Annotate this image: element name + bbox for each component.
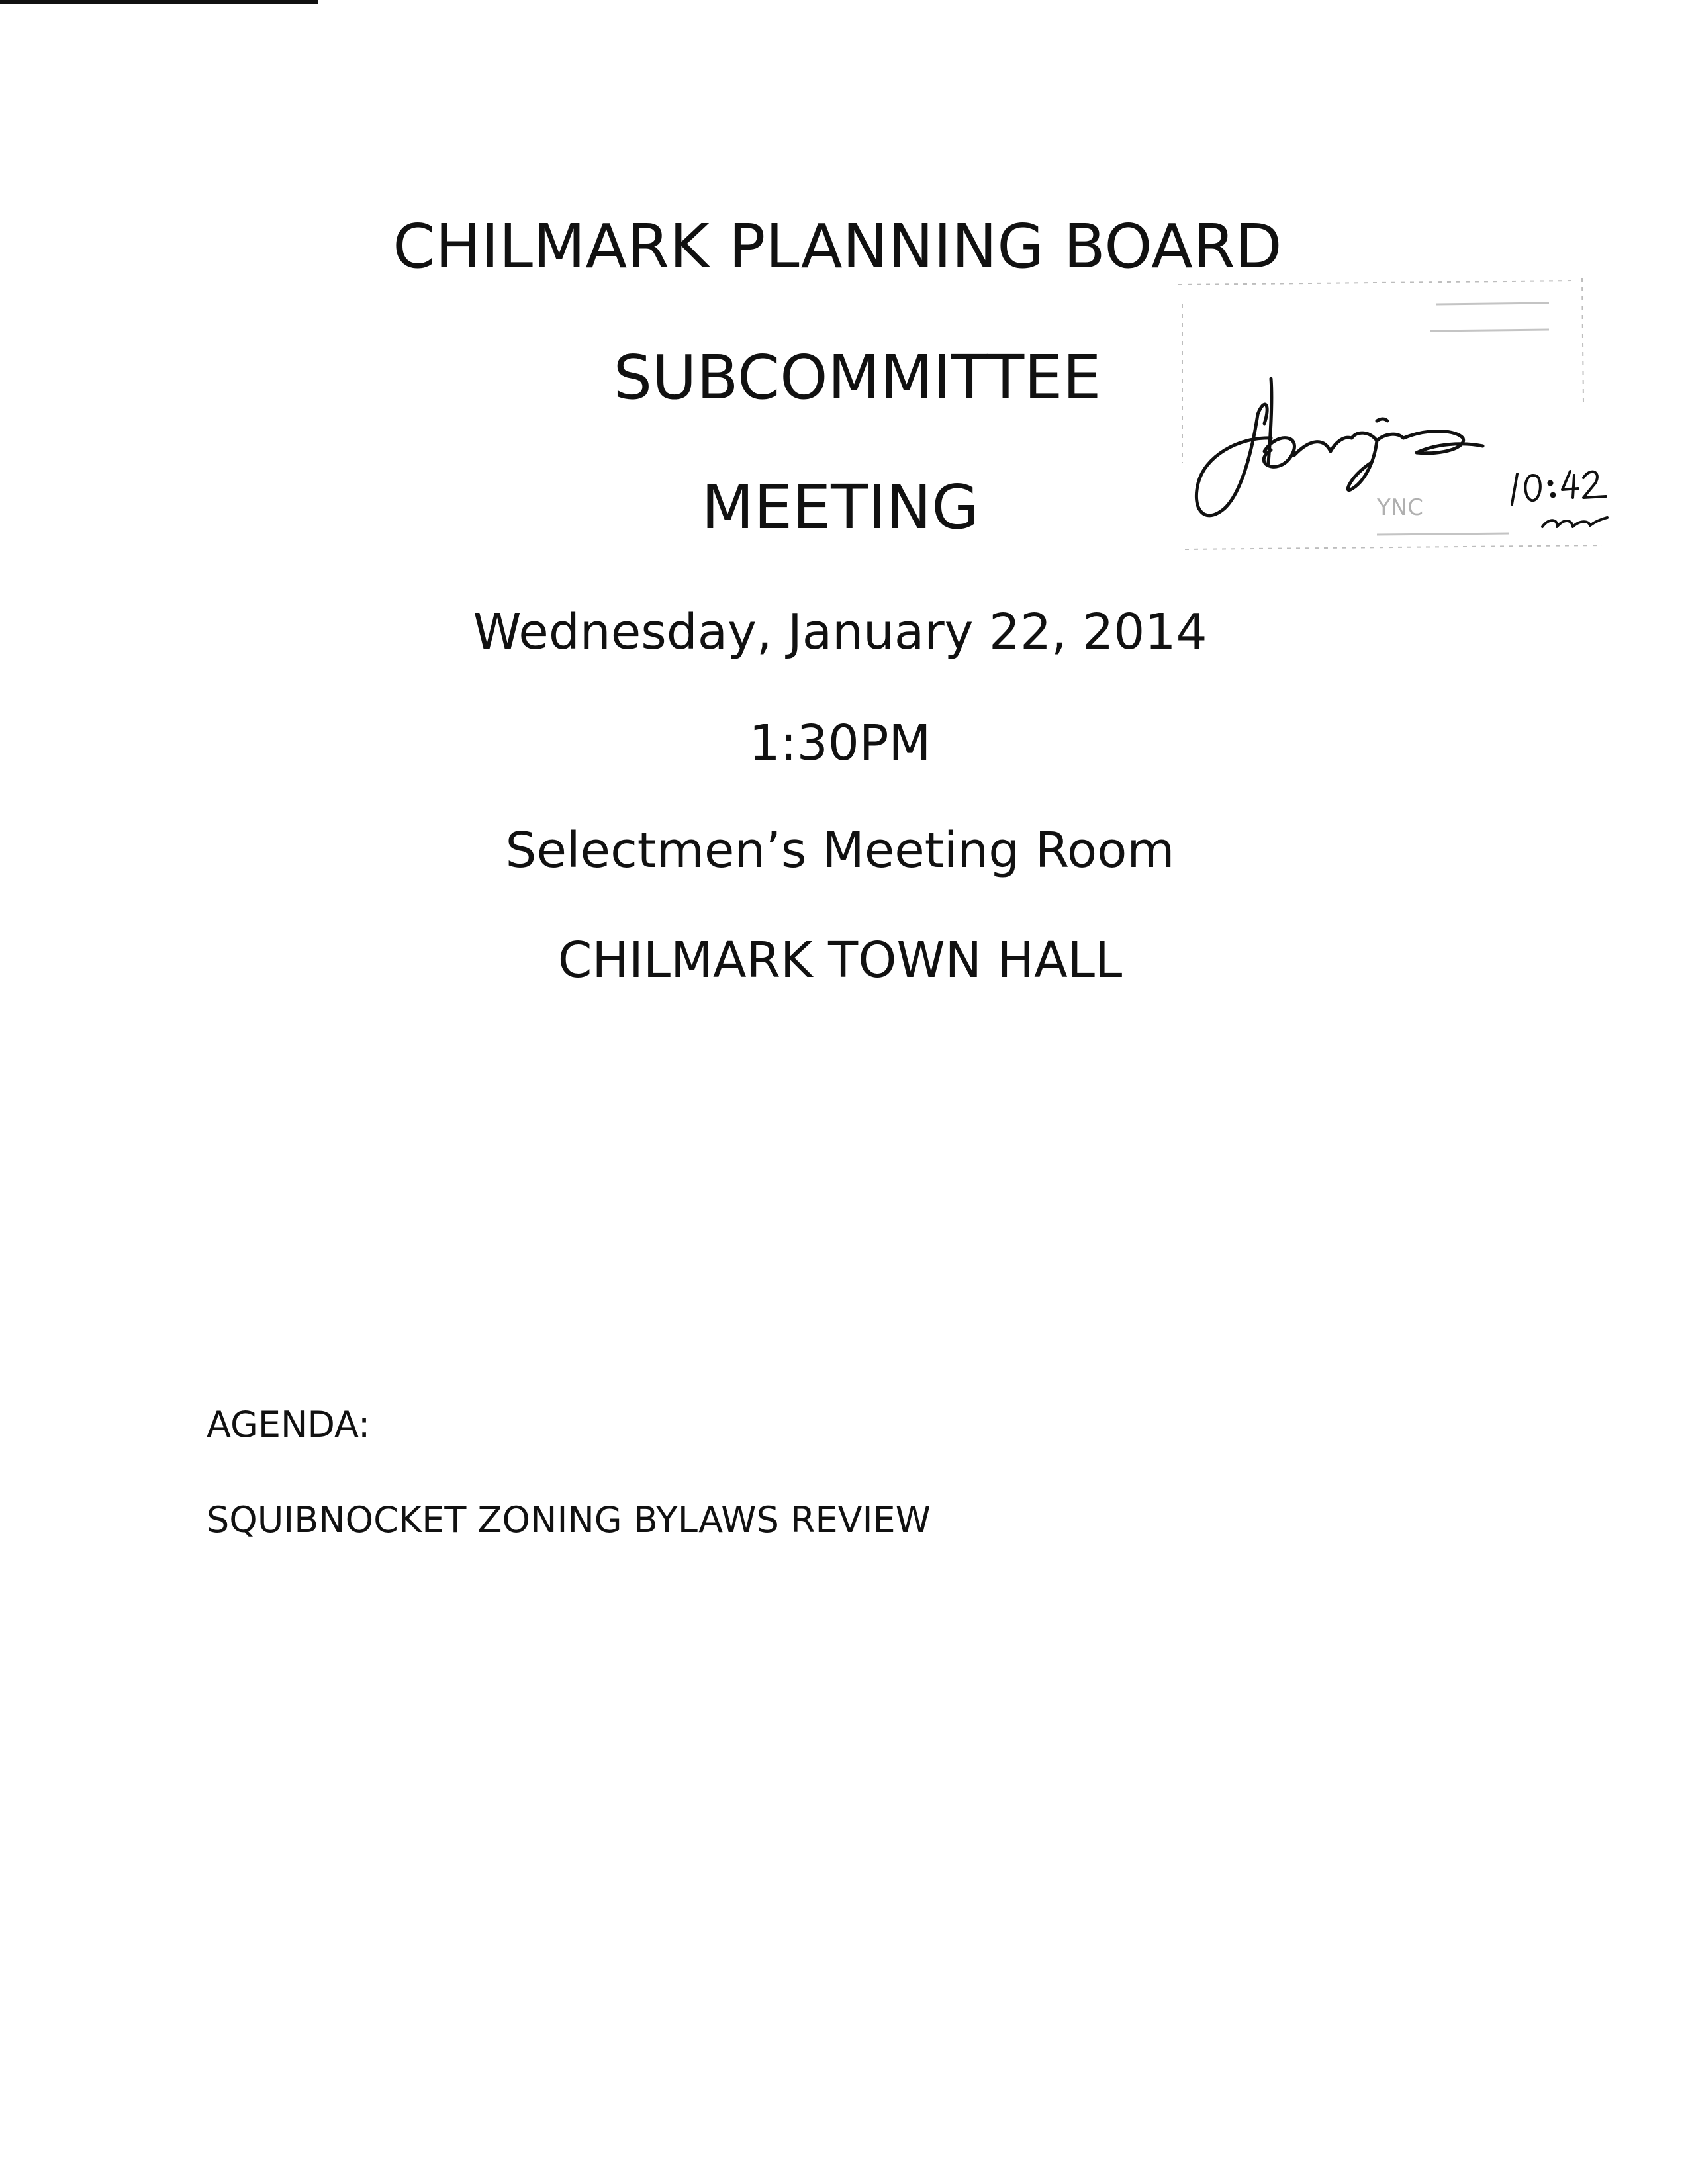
subcommittee-title: SUBCOMMITTEE (613, 342, 1102, 413)
meeting-time: 1:30PM (749, 715, 931, 772)
meeting-title: MEETING (701, 472, 979, 543)
top-edge-rule (0, 0, 318, 4)
agenda-label: AGENDA: (207, 1404, 371, 1445)
stamp-faint-text: YNC (1377, 494, 1423, 521)
meeting-date: Wednesday, January 22, 2014 (473, 604, 1207, 660)
agenda-item: SQUIBNOCKET ZONING BYLAWS REVIEW (207, 1499, 931, 1541)
signature-stamp-graphic (1178, 265, 1615, 556)
meeting-venue: CHILMARK TOWN HALL (557, 932, 1123, 989)
meeting-room: Selectmen’s Meeting Room (505, 822, 1175, 879)
received-stamp-signature (1178, 265, 1615, 556)
board-title: CHILMARK PLANNING BOARD (393, 211, 1282, 282)
